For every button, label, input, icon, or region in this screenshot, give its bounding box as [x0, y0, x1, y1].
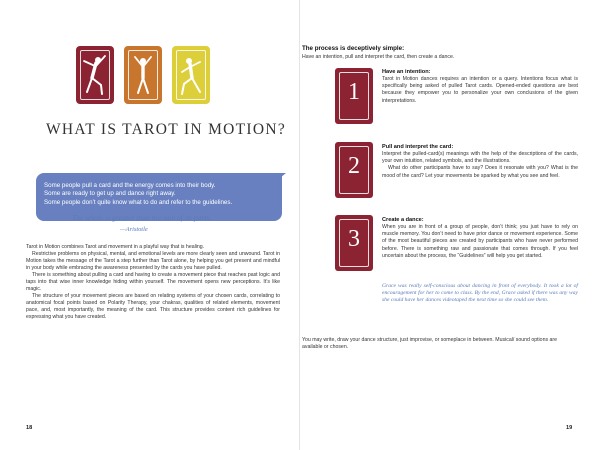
pull-quote: The whole is greater than the sum of its parts.: [72, 213, 212, 222]
step-1: [382, 69, 578, 105]
anecdote-note: Grace was really self-conscious about dancing in front of everybody. It took a lot of encouragement for her to come to class. By the end, Grace asked if there was any way she could have her dances videotaped the next time so she could see them.: [382, 283, 578, 304]
step-number: 3: [348, 226, 360, 252]
dancer-figure-icon: [80, 52, 110, 98]
page-number: 18: [26, 425, 33, 431]
step-text: Interpret the pulled-card(s) meanings with the help of the descriptions of the cards, your own intuition, related symbols, and the illustrations.: [382, 151, 578, 165]
book-gutter: [299, 0, 300, 450]
page-number: 19: [566, 425, 573, 431]
body-text: [26, 244, 280, 322]
step-title: Pull and interpret the card:: [382, 144, 454, 150]
step-title: Have an intention:: [382, 69, 431, 75]
step-text: What do other participants have to say? Does it resonate with you? What is the mood of the card? Let your movements be sparked by what you see and feel.: [382, 165, 578, 179]
step-title: Create a dance:: [382, 217, 424, 223]
step-2: [382, 144, 578, 180]
step-card-3: [335, 215, 373, 271]
yellow-tarot-card: [172, 46, 210, 104]
page-title: WHAT IS TAROT IN MOTION?: [46, 121, 287, 138]
dancer-figure-icon: [128, 52, 158, 98]
speech-bubble-tail: [274, 173, 286, 183]
paragraph: The structure of your movement pieces are based on relating systems of your chosen cards, correlating to anatomical focal points based on Polarity Therapy, your chakras, qualities of related elements, movement pace, and, most importantly, the meaning of the card. This structure provides content rich guidelines for expressing what you have created.: [26, 293, 280, 321]
bubble-line: Some people don’t quite know what to do and refer to the guidelines.: [44, 198, 233, 206]
dancer-figure-icon: [176, 52, 206, 98]
step-number: 2: [348, 153, 360, 179]
step-text: When you are in front of a group of people, don’t think; you just have to rely on muscle memory. You don’t need to have prior dance or movement experience. Some of the most beautiful pieces are created by participants who have never performed before. There is something raw and passionate that comes through. If you feel uncertain about the process, the “Guidelines” will help you get started.: [382, 224, 578, 259]
step-number: 1: [348, 79, 360, 105]
step-text: Tarot in Motion dances requires an intention or a query. Intentions focus what is specifically being asked of pulled Tarot cards. Opened-ended questions are best because they empower you to personalize your own conclusions of the given interpretations.: [382, 76, 578, 104]
step-3: [382, 217, 578, 260]
paragraph: There is something about pulling a card and having to create a movement piece that reaches past logic and taps into that wise inner knowledge hiding within yourself. The movement opens new perceptions. It’s like magic.: [26, 272, 280, 293]
speech-bubble-text: [44, 182, 232, 207]
paragraph: Tarot in Motion combines Tarot and movement in a playful way that is healing.: [26, 244, 205, 250]
step-card-1: [335, 68, 373, 124]
step-card-2: [335, 142, 373, 198]
bubble-line: Some people pull a card and the energy comes into their body.: [44, 182, 216, 189]
closing-paragraph: You may write, draw your dance structure, just improvise, or someplace in between. Musical/ sound options are available or chosen.: [302, 337, 557, 351]
orange-tarot-card: [124, 46, 162, 104]
section-intro: Have an intention, pull and interpret the card, then create a dance.: [302, 54, 455, 60]
bubble-line: Some are ready to get up and dance right away.: [44, 190, 176, 198]
paragraph: Restrictive problems on physical, mental, and emotional levels are more clearly seen and unwound. Tarot in Motion takes the message of the Tarot a step further than Tarot alone, by helping you get present and mindful in your body while embracing the awareness presented by the cards you have pulled.: [26, 251, 280, 272]
section-heading: The process is deceptively simple:: [302, 45, 405, 52]
red-tarot-card: [76, 46, 114, 104]
quote-attribution: —Aristotle: [120, 226, 148, 233]
